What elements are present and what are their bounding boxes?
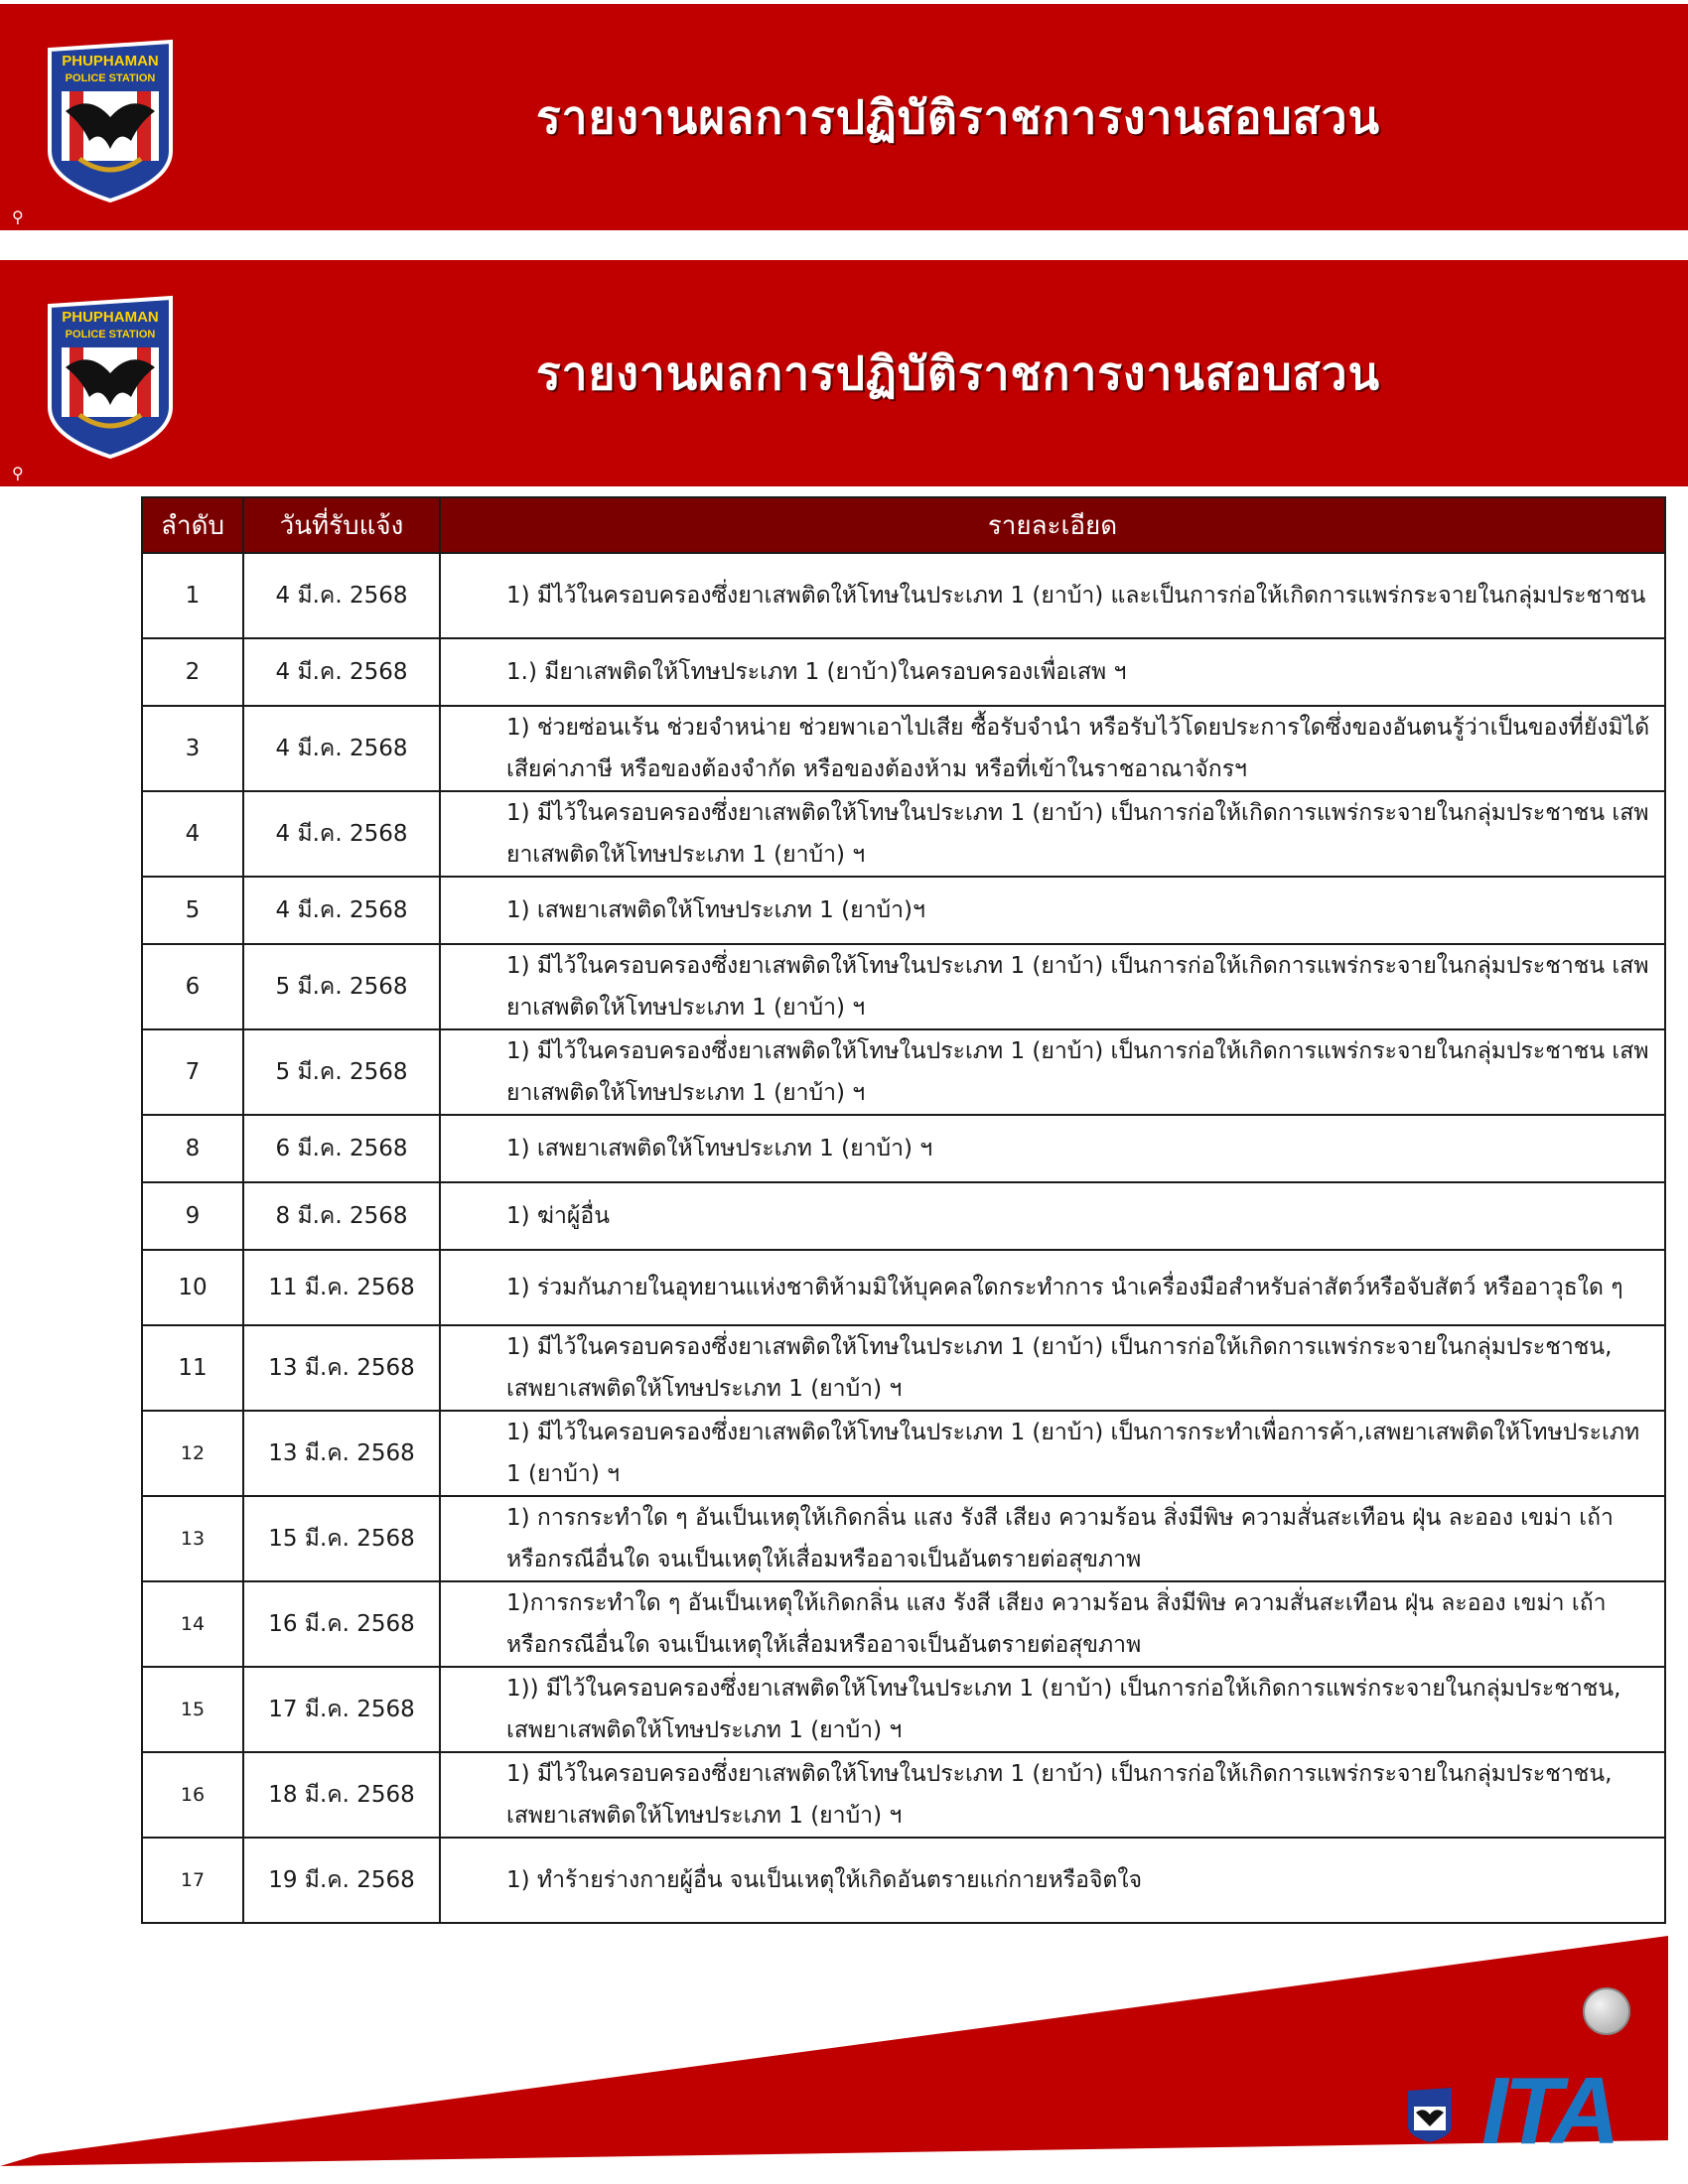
row-detail: 1) มีไว้ในครอบครองซึ่งยาเสพติดให้โทษในประเภท 1 (ยาบ้า) เป็นการก่อให้เกิดการแพร่กระจายในกลุ่มประชาชน เสพยาเสพติดให้โทษประเภท 1 (ยาบ้า) ฯ <box>440 944 1665 1029</box>
table-row <box>142 1411 1665 1496</box>
row-detail: 1) เสพยาเสพติดให้โทษประเภท 1 (ยาบ้า)ฯ <box>440 877 1665 944</box>
row-date: 4 มี.ค. 2568 <box>243 791 440 877</box>
row-number: 10 <box>142 1250 243 1325</box>
row-detail: 1) ฆ่าผู้อื่น <box>440 1182 1665 1250</box>
table-row <box>142 553 1665 638</box>
table-row <box>142 944 1665 1029</box>
row-number: 1 <box>142 553 243 638</box>
svg-text:POLICE STATION: POLICE STATION <box>65 72 156 84</box>
table-row <box>142 1029 1665 1115</box>
pin-icon: ⚲ <box>12 464 24 482</box>
column-header-number: ลำดับ <box>142 497 243 553</box>
table-row <box>142 1250 1665 1325</box>
svg-text:PHUPHAMAN: PHUPHAMAN <box>62 309 159 326</box>
row-date: 18 มี.ค. 2568 <box>243 1752 440 1838</box>
row-number: 11 <box>142 1325 243 1411</box>
row-number: 3 <box>142 706 243 791</box>
table-row <box>142 1496 1665 1581</box>
table-row <box>142 1182 1665 1250</box>
row-detail: 1) เสพยาเสพติดให้โทษประเภท 1 (ยาบ้า) ฯ <box>440 1115 1665 1182</box>
row-number: 16 <box>142 1752 243 1838</box>
row-detail: 1) มีไว้ในครอบครองซึ่งยาเสพติดให้โทษในประเภท 1 (ยาบ้า) และเป็นการก่อให้เกิดการแพร่กระจายในกลุ่มประชาชน <box>440 553 1665 638</box>
row-date: 4 มี.ค. 2568 <box>243 638 440 706</box>
pin-icon: ⚲ <box>12 207 24 226</box>
row-number: 5 <box>142 877 243 944</box>
table-row <box>142 1838 1665 1923</box>
row-detail: 1)การกระทำใด ๆ อันเป็นเหตุให้เกิดกลิ่น แสง รังสี เสียง ความร้อน สิ่งมีพิษ ความสั่นสะเทือน ฝุ่น ละออง เขม่า เถ้า หรือกรณีอื่นใด จนเป็นเหตุให้เสื่อมหรืออาจเป็นอันตรายต่อสุขภาพ <box>440 1581 1665 1667</box>
column-header-date: วันที่รับแจ้ง <box>243 497 440 553</box>
row-number: 15 <box>142 1667 243 1752</box>
row-date: 8 มี.ค. 2568 <box>243 1182 440 1250</box>
row-number: 8 <box>142 1115 243 1182</box>
row-number: 2 <box>142 638 243 706</box>
globe-icon <box>1583 1987 1630 2035</box>
row-date: 4 มี.ค. 2568 <box>243 706 440 791</box>
svg-text:PHUPHAMAN: PHUPHAMAN <box>62 53 159 69</box>
column-header-detail: รายละเอียด <box>440 497 1665 553</box>
table-header-row <box>142 497 1665 553</box>
row-detail: 1) มีไว้ในครอบครองซึ่งยาเสพติดให้โทษในประเภท 1 (ยาบ้า) เป็นการก่อให้เกิดการแพร่กระจายในกลุ่มประชาชน, เสพยาเสพติดให้โทษประเภท 1 (ยาบ้า) ฯ <box>440 1752 1665 1838</box>
row-detail: 1) ทำร้ายร่างกายผู้อื่น จนเป็นเหตุให้เกิดอันตรายแก่กายหรือจิตใจ <box>440 1838 1665 1923</box>
table-row <box>142 1325 1665 1411</box>
row-detail: 1) ช่วยซ่อนเร้น ช่วยจำหน่าย ช่วยพาเอาไปเสีย ซื้อรับจำนำ หรือรับไว้โดยประการใดซึ่งของอันตนรู้ว่าเป็นของที่ยังมิได้เสียค่าภาษี หรือของต้องจำกัด หรือของต้องห้าม หรือที่เข้าในราชอาณาจักรฯ <box>440 706 1665 791</box>
row-date: 4 มี.ค. 2568 <box>243 877 440 944</box>
row-number: 9 <box>142 1182 243 1250</box>
row-detail: 1) มีไว้ในครอบครองซึ่งยาเสพติดให้โทษในประเภท 1 (ยาบ้า) เป็นการกระทำเพื่อการค้า,เสพยาเสพติดให้โทษประเภท 1 (ยาบ้า) ฯ <box>440 1411 1665 1496</box>
table-row <box>142 1115 1665 1182</box>
small-police-badge-icon <box>1404 2085 1456 2144</box>
row-number: 7 <box>142 1029 243 1115</box>
row-number: 13 <box>142 1496 243 1581</box>
row-detail: 1) มีไว้ในครอบครองซึ่งยาเสพติดให้โทษในประเภท 1 (ยาบ้า) เป็นการก่อให้เกิดการแพร่กระจายในกลุ่มประชาชน เสพยาเสพติดให้โทษประเภท 1 (ยาบ้า) ฯ <box>440 1029 1665 1115</box>
table-row <box>142 1581 1665 1667</box>
row-date: 5 มี.ค. 2568 <box>243 944 440 1029</box>
row-date: 15 มี.ค. 2568 <box>243 1496 440 1581</box>
row-number: 14 <box>142 1581 243 1667</box>
table-row <box>142 791 1665 877</box>
ita-logo: ITA <box>1481 2058 1617 2164</box>
row-number: 6 <box>142 944 243 1029</box>
report-table <box>141 496 1666 1924</box>
row-detail: 1) การกระทำใด ๆ อันเป็นเหตุให้เกิดกลิ่น แสง รังสี เสียง ความร้อน สิ่งมีพิษ ความสั่นสะเทือน ฝุ่น ละออง เขม่า เถ้า หรือกรณีอื่นใด จนเป็นเหตุให้เสื่อมหรืออาจเป็นอันตรายต่อสุขภาพ <box>440 1496 1665 1581</box>
table-row <box>142 877 1665 944</box>
table-row <box>142 1752 1665 1838</box>
row-number: 12 <box>142 1411 243 1496</box>
row-date: 13 มี.ค. 2568 <box>243 1411 440 1496</box>
row-number: 17 <box>142 1838 243 1923</box>
header-banner <box>0 4 1688 230</box>
row-detail: 1)) มีไว้ในครอบครองซึ่งยาเสพติดให้โทษในประเภท 1 (ยาบ้า) เป็นการก่อให้เกิดการแพร่กระจายในกลุ่มประชาชน, เสพยาเสพติดให้โทษประเภท 1 (ยาบ้า) ฯ <box>440 1667 1665 1752</box>
svg-text:POLICE STATION: POLICE STATION <box>65 329 156 341</box>
row-date: 13 มี.ค. 2568 <box>243 1325 440 1411</box>
row-date: 11 มี.ค. 2568 <box>243 1250 440 1325</box>
row-date: 5 มี.ค. 2568 <box>243 1029 440 1115</box>
row-date: 4 มี.ค. 2568 <box>243 553 440 638</box>
row-detail: 1) มีไว้ในครอบครองซึ่งยาเสพติดให้โทษในประเภท 1 (ยาบ้า) เป็นการก่อให้เกิดการแพร่กระจายในกลุ่มประชาชน เสพยาเสพติดให้โทษประเภท 1 (ยาบ้า) ฯ <box>440 791 1665 877</box>
table-row <box>142 706 1665 791</box>
row-date: 17 มี.ค. 2568 <box>243 1667 440 1752</box>
page-title: รายงานผลการปฏิบัติราชการงานสอบสวน <box>535 89 1381 144</box>
row-date: 19 มี.ค. 2568 <box>243 1838 440 1923</box>
row-detail: 1) ร่วมกันภายในอุทยานแห่งชาติห้ามมิให้บุคคลใดกระทำการ นำเครื่องมือสำหรับล่าสัตว์หรือจับสัตว์ หรืออาวุธใด ๆ <box>440 1250 1665 1325</box>
police-badge-logo <box>40 32 181 203</box>
header-banner-repeat <box>0 260 1688 486</box>
row-detail: 1.) มียาเสพติดให้โทษประเภท 1 (ยาบ้า)ในครอบครองเพื่อเสพ ฯ <box>440 638 1665 706</box>
row-date: 16 มี.ค. 2568 <box>243 1581 440 1667</box>
row-number: 4 <box>142 791 243 877</box>
page-title-repeat: รายงานผลการปฏิบัติราชการงานสอบสวน <box>535 345 1381 400</box>
table-body <box>142 553 1665 1923</box>
table-row <box>142 1667 1665 1752</box>
footer-red-stripe <box>0 1936 1688 2184</box>
row-detail: 1) มีไว้ในครอบครองซึ่งยาเสพติดให้โทษในประเภท 1 (ยาบ้า) เป็นการก่อให้เกิดการแพร่กระจายในกลุ่มประชาชน, เสพยาเสพติดให้โทษประเภท 1 (ยาบ้า) ฯ <box>440 1325 1665 1411</box>
police-badge-logo <box>40 288 181 459</box>
row-date: 6 มี.ค. 2568 <box>243 1115 440 1182</box>
table-row <box>142 638 1665 706</box>
